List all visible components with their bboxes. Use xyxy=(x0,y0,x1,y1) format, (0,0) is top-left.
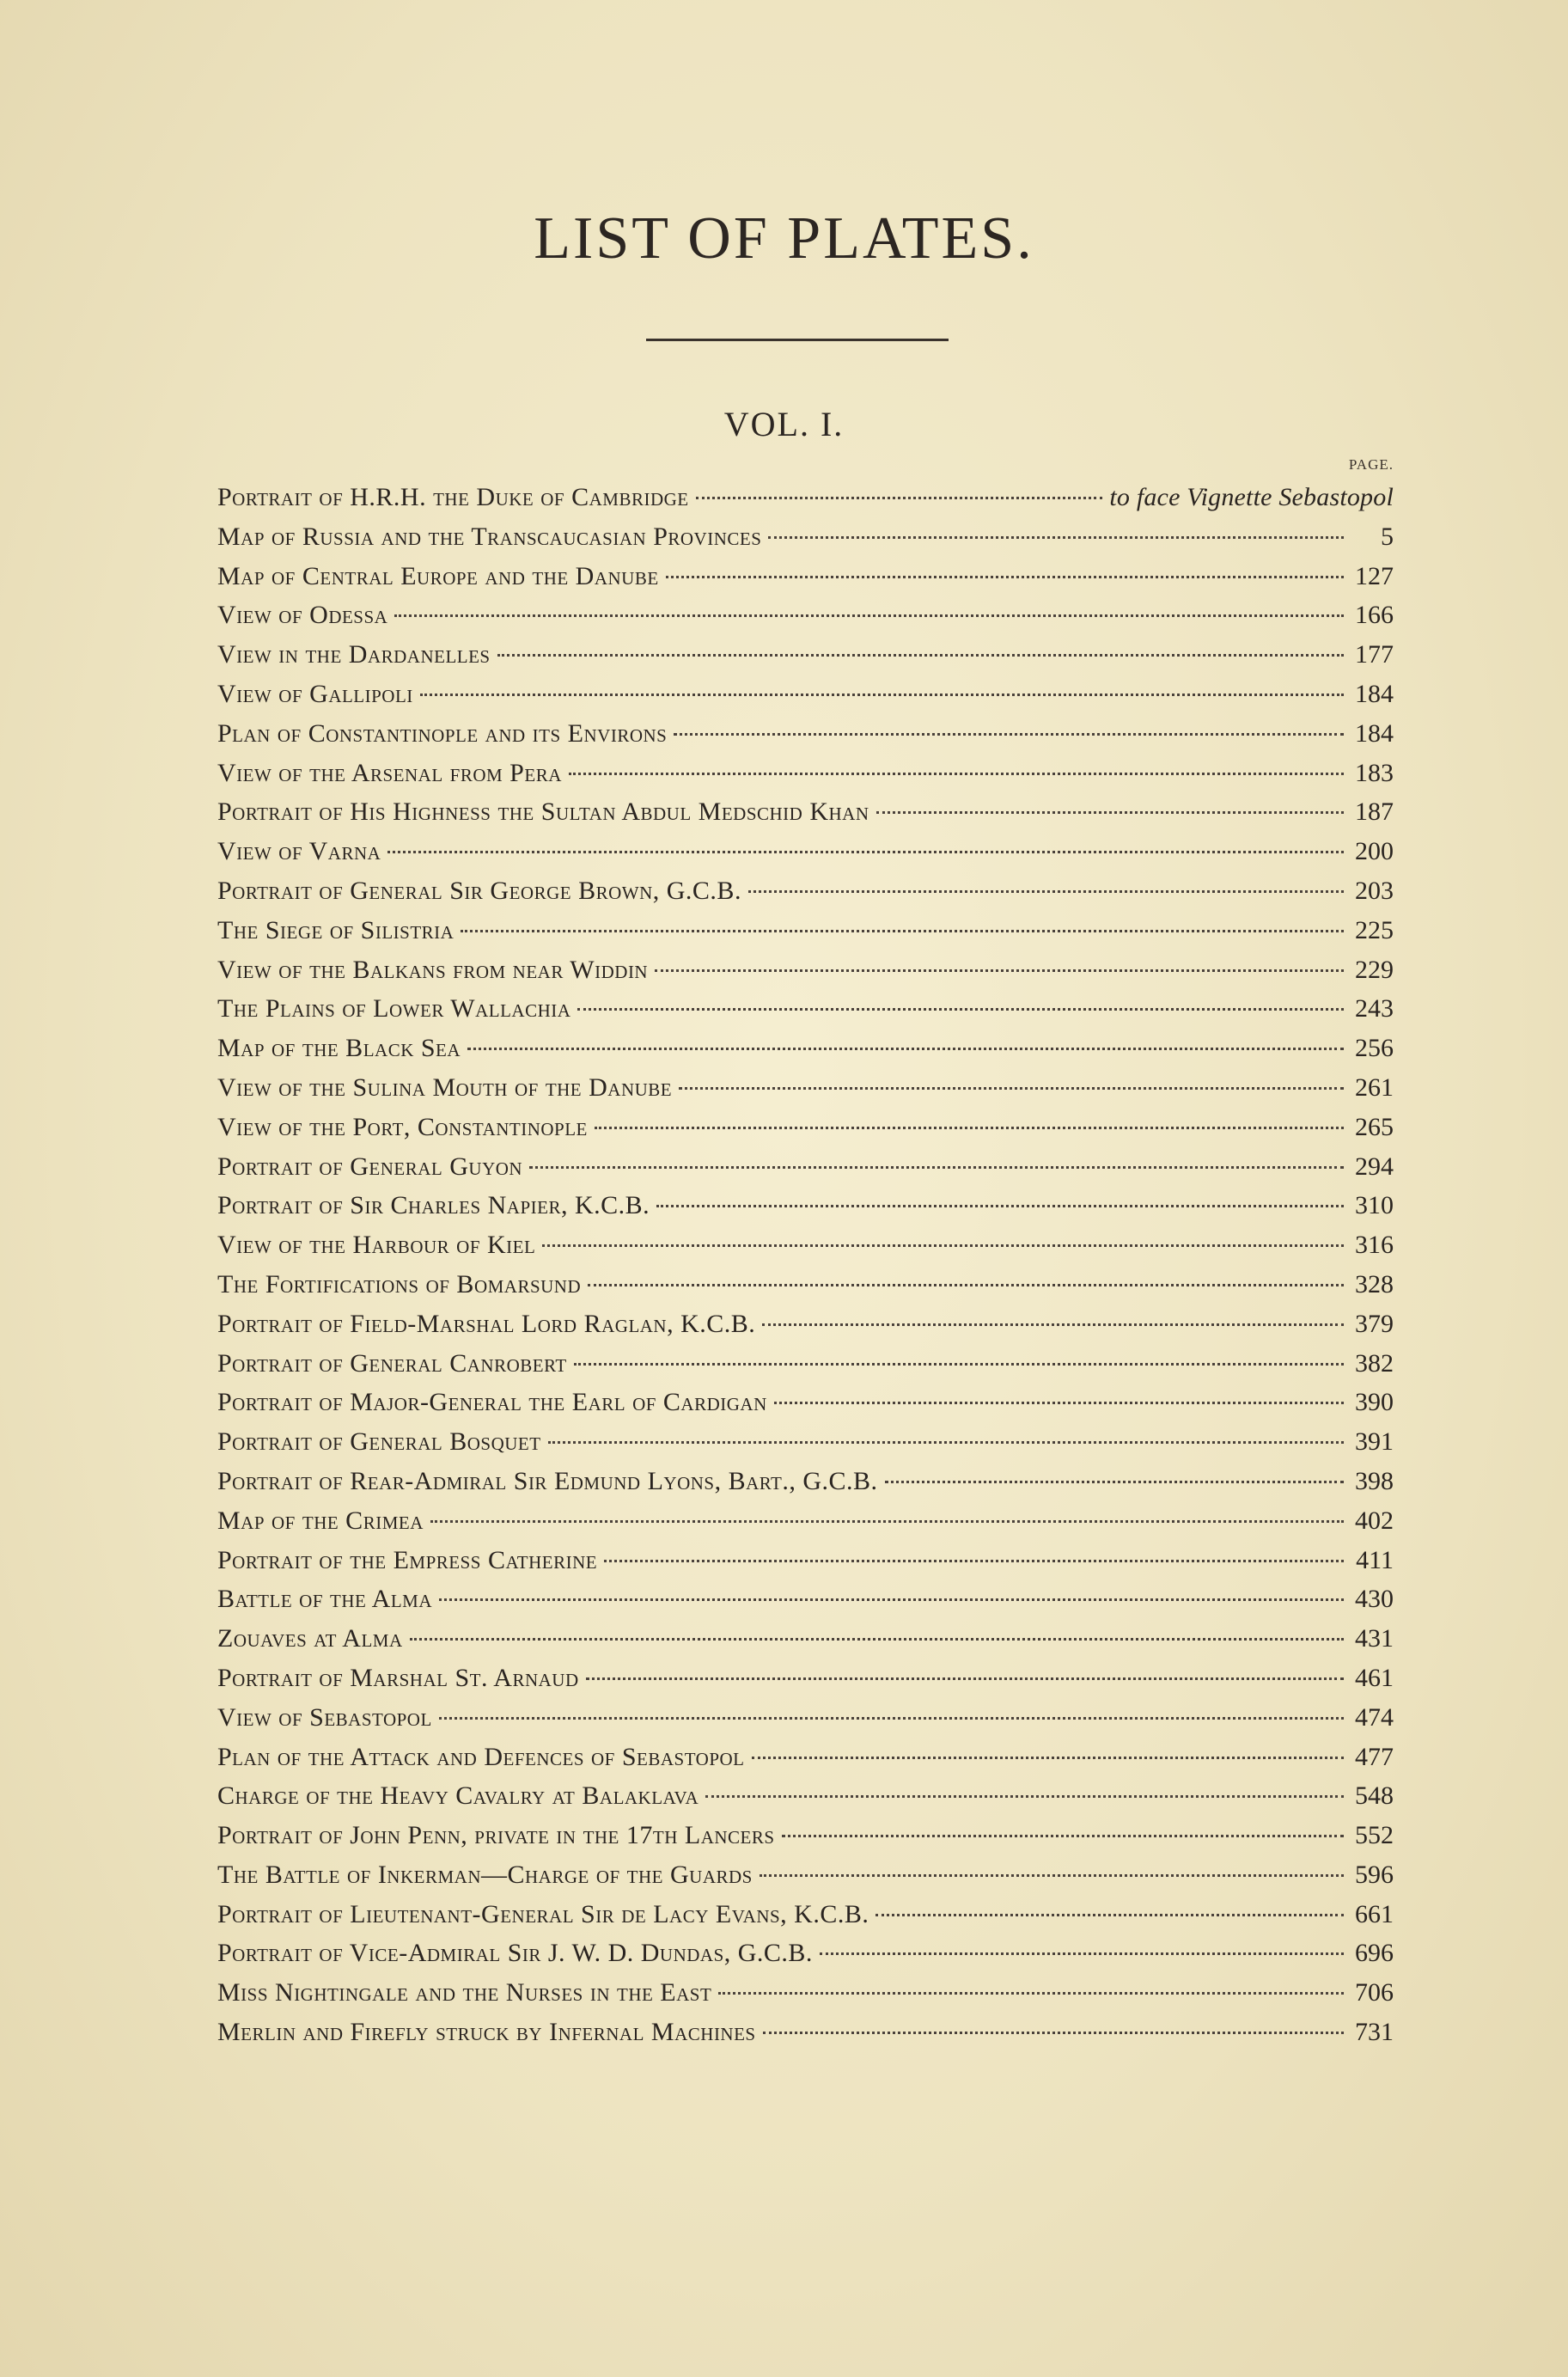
plate-title: Portrait of H.R.H. the Duke of Cambridge xyxy=(217,483,689,511)
plate-title: The Battle of Inkerman—Charge of the Guards xyxy=(217,1860,753,1889)
plate-entry xyxy=(217,877,1394,916)
plate-entry xyxy=(217,916,1394,956)
plate-title: View in the Dardanelles xyxy=(217,640,491,669)
plate-title: Map of the Black Sea xyxy=(217,1034,461,1063)
plate-entry xyxy=(217,1231,1394,1270)
plate-page-number: 5 xyxy=(1381,522,1394,551)
plate-entry xyxy=(217,719,1394,759)
dot-leader xyxy=(876,1914,1344,1916)
plate-entry xyxy=(217,562,1394,602)
dot-leader xyxy=(696,497,1103,499)
plate-page-number: 391 xyxy=(1355,1427,1394,1457)
plate-title: Portrait of the Empress Catherine xyxy=(217,1545,598,1574)
plate-page-number: 294 xyxy=(1355,1152,1394,1181)
page-title: LIST OF PLATES. xyxy=(534,205,1034,272)
plate-title: Map of Russia and the Transcaucasian Provinces xyxy=(217,522,762,551)
plate-title: Map of Central Europe and the Danube xyxy=(217,561,659,590)
dot-leader xyxy=(461,930,1344,932)
plate-title: Plan of the Attack and Defences of Sebastopol xyxy=(217,1742,745,1771)
plate-page-number: 183 xyxy=(1355,758,1394,787)
plate-entry xyxy=(217,640,1394,680)
plate-entry xyxy=(217,956,1394,995)
dot-leader xyxy=(705,1795,1344,1798)
plate-title: View of the Arsenal from Pera xyxy=(217,758,562,787)
plate-title: Portrait of Field-Marshal Lord Raglan, K.C.B. xyxy=(217,1309,756,1338)
plate-title: The Fortifications of Bomarsund xyxy=(217,1269,582,1298)
plate-entry xyxy=(217,680,1394,719)
plate-page-number: 200 xyxy=(1355,837,1394,866)
dot-leader xyxy=(885,1481,1344,1483)
dot-leader xyxy=(574,1363,1344,1366)
plate-page-number: 706 xyxy=(1355,1978,1394,2007)
plate-page-number: 474 xyxy=(1355,1702,1394,1732)
plate-page-number: 431 xyxy=(1355,1624,1394,1653)
plate-entry xyxy=(217,1152,1394,1192)
plate-entry xyxy=(217,1624,1394,1664)
dot-leader xyxy=(876,811,1344,814)
plate-page-number: 379 xyxy=(1355,1309,1394,1338)
plate-title: Portrait of Marshal St. Arnaud xyxy=(217,1663,579,1692)
plate-page-number: 261 xyxy=(1355,1072,1394,1102)
plate-entry xyxy=(217,522,1394,562)
dot-leader xyxy=(467,1048,1344,1050)
plate-title: Portrait of His Highness the Sultan Abdul Medschid Khan xyxy=(217,797,869,827)
plate-title: Portrait of Vice-Admiral Sir J. W. D. Dundas, G.C.B. xyxy=(217,1939,813,1968)
plate-page-number: 661 xyxy=(1355,1899,1394,1928)
plate-title: The Plains of Lower Wallachia xyxy=(217,994,571,1024)
plate-title: View of the Port, Constantinople xyxy=(217,1112,588,1141)
plate-title: Portrait of General Sir George Brown, G.C.B. xyxy=(217,876,741,905)
plate-title: Plan of Constantinople and its Environs xyxy=(217,718,668,748)
plate-entry xyxy=(217,1467,1394,1506)
plate-page-number: 229 xyxy=(1355,955,1394,984)
plate-title: Miss Nightingale and the Nurses in the East xyxy=(217,1978,712,2007)
dot-leader xyxy=(655,969,1344,972)
plate-entry xyxy=(217,1939,1394,1978)
plate-entry xyxy=(217,994,1394,1034)
plate-title: View of the Balkans from near Widdin xyxy=(217,955,649,984)
plate-entry xyxy=(217,1113,1394,1152)
plate-page-number: 696 xyxy=(1355,1939,1394,1968)
plate-page-number: 316 xyxy=(1355,1231,1394,1260)
dot-leader xyxy=(763,2032,1344,2034)
plate-entry xyxy=(217,1270,1394,1310)
plate-title: Zouaves at Alma xyxy=(217,1624,403,1653)
plate-title: Portrait of General Canrobert xyxy=(217,1348,567,1378)
plate-page-number: 430 xyxy=(1355,1585,1394,1614)
plate-entry xyxy=(217,797,1394,837)
plate-page-number: 411 xyxy=(1356,1545,1394,1574)
plate-page-number: 184 xyxy=(1355,718,1394,748)
plate-entry xyxy=(217,1191,1394,1231)
plate-page-number: 203 xyxy=(1355,876,1394,905)
dot-leader xyxy=(542,1244,1344,1247)
plate-page-number: 243 xyxy=(1355,994,1394,1024)
page-column-label: PAGE. xyxy=(1348,456,1394,473)
dot-leader xyxy=(768,536,1344,539)
dot-leader xyxy=(410,1638,1344,1641)
dot-leader xyxy=(595,1127,1344,1129)
dot-leader xyxy=(774,1402,1344,1404)
plate-page-number: 127 xyxy=(1355,561,1394,590)
plate-page-number: 552 xyxy=(1355,1821,1394,1850)
plate-entry xyxy=(217,1743,1394,1782)
plate-page-number: 461 xyxy=(1355,1663,1394,1692)
title-divider xyxy=(646,339,949,341)
plate-title: Map of the Crimea xyxy=(217,1506,424,1535)
plate-entry xyxy=(217,1900,1394,1940)
plate-page-number: 548 xyxy=(1355,1781,1394,1811)
dot-leader xyxy=(674,733,1344,736)
dot-leader xyxy=(748,890,1344,893)
dot-leader xyxy=(820,1952,1344,1955)
plate-page-number: 596 xyxy=(1355,1860,1394,1889)
plate-entry xyxy=(217,1073,1394,1113)
plate-entry xyxy=(217,1821,1394,1861)
plate-entry xyxy=(217,1978,1394,2018)
plate-title: View of Varna xyxy=(217,837,381,866)
plate-entry xyxy=(217,1034,1394,1073)
plate-page-number: 382 xyxy=(1355,1348,1394,1378)
dot-leader xyxy=(548,1441,1344,1444)
plate-title: Portrait of General Bosquet xyxy=(217,1427,541,1457)
plate-page-number: 731 xyxy=(1355,2018,1394,2047)
volume-heading: VOL. I. xyxy=(723,405,845,443)
dot-leader xyxy=(666,576,1344,578)
plate-title: Portrait of General Guyon xyxy=(217,1152,523,1181)
plate-page-number: 225 xyxy=(1355,915,1394,944)
plate-entry xyxy=(217,1546,1394,1586)
dot-leader xyxy=(387,851,1344,853)
dot-leader xyxy=(497,654,1344,657)
dot-leader xyxy=(420,694,1344,696)
plate-page-number: 184 xyxy=(1355,679,1394,708)
dot-leader xyxy=(569,773,1344,775)
plate-title: Battle of the Alma xyxy=(217,1585,432,1614)
plate-entry xyxy=(217,837,1394,877)
plate-entry xyxy=(217,1861,1394,1900)
dot-leader xyxy=(604,1560,1344,1562)
plate-page-number: 398 xyxy=(1355,1466,1394,1495)
dot-leader xyxy=(394,614,1344,617)
plate-entry xyxy=(217,1703,1394,1743)
plate-entry xyxy=(217,1310,1394,1349)
plate-entry xyxy=(217,1781,1394,1821)
plate-title: Portrait of Rear-Admiral Sir Edmund Lyons, Bart., G.C.B. xyxy=(217,1466,878,1495)
plate-page-number: 177 xyxy=(1355,640,1394,669)
plate-entry xyxy=(217,1585,1394,1624)
plate-page-number: 166 xyxy=(1355,601,1394,630)
plate-title: Portrait of John Penn, private in the 17th Lancers xyxy=(217,1821,775,1850)
plate-page-number: 328 xyxy=(1355,1269,1394,1298)
dot-leader xyxy=(439,1717,1344,1720)
plate-page-number: 310 xyxy=(1355,1191,1394,1220)
plate-entry xyxy=(217,1427,1394,1467)
plate-title: View of Sebastopol xyxy=(217,1702,432,1732)
plate-entry xyxy=(217,1388,1394,1427)
plate-title: Merlin and Firefly struck by Infernal Machines xyxy=(217,2018,756,2047)
plates-list xyxy=(217,483,1394,2057)
dot-leader xyxy=(760,1874,1344,1877)
plate-page-number: to face Vignette Sebastopol xyxy=(1109,483,1394,511)
dot-leader xyxy=(752,1757,1345,1759)
plate-title: Portrait of Lieutenant-General Sir de Lacy Evans, K.C.B. xyxy=(217,1899,869,1928)
dot-leader xyxy=(588,1284,1344,1286)
dot-leader xyxy=(782,1835,1344,1837)
dot-leader xyxy=(718,1992,1344,1995)
plate-page-number: 187 xyxy=(1355,797,1394,827)
plate-entry xyxy=(217,601,1394,640)
dot-leader xyxy=(529,1166,1344,1169)
dot-leader xyxy=(656,1205,1344,1207)
plate-title: View of Gallipoli xyxy=(217,679,413,708)
dot-leader xyxy=(430,1520,1344,1523)
dot-leader xyxy=(577,1008,1344,1011)
plate-entry xyxy=(217,759,1394,798)
plate-title: Charge of the Heavy Cavalry at Balaklava xyxy=(217,1781,699,1811)
plate-title: Portrait of Sir Charles Napier, K.C.B. xyxy=(217,1191,650,1220)
plate-title: Portrait of Major-General the Earl of Cardigan xyxy=(217,1388,767,1417)
plate-title: View of the Harbour of Kiel xyxy=(217,1231,536,1260)
dot-leader xyxy=(439,1598,1344,1601)
plate-page-number: 477 xyxy=(1355,1742,1394,1771)
plate-page-number: 402 xyxy=(1355,1506,1394,1535)
plate-entry xyxy=(217,2018,1394,2057)
plate-title: The Siege of Silistria xyxy=(217,915,455,944)
plate-title: View of Odessa xyxy=(217,601,388,630)
dot-leader xyxy=(586,1677,1344,1680)
dot-leader xyxy=(679,1087,1344,1090)
plate-title: View of the Sulina Mouth of the Danube xyxy=(217,1072,673,1102)
plate-entry xyxy=(217,1349,1394,1389)
dot-leader xyxy=(762,1323,1344,1326)
plate-entry xyxy=(217,1506,1394,1546)
plate-page-number: 390 xyxy=(1355,1388,1394,1417)
plate-page-number: 265 xyxy=(1355,1112,1394,1141)
plate-entry xyxy=(217,1664,1394,1703)
plate-entry xyxy=(217,483,1394,522)
plate-page-number: 256 xyxy=(1355,1034,1394,1063)
